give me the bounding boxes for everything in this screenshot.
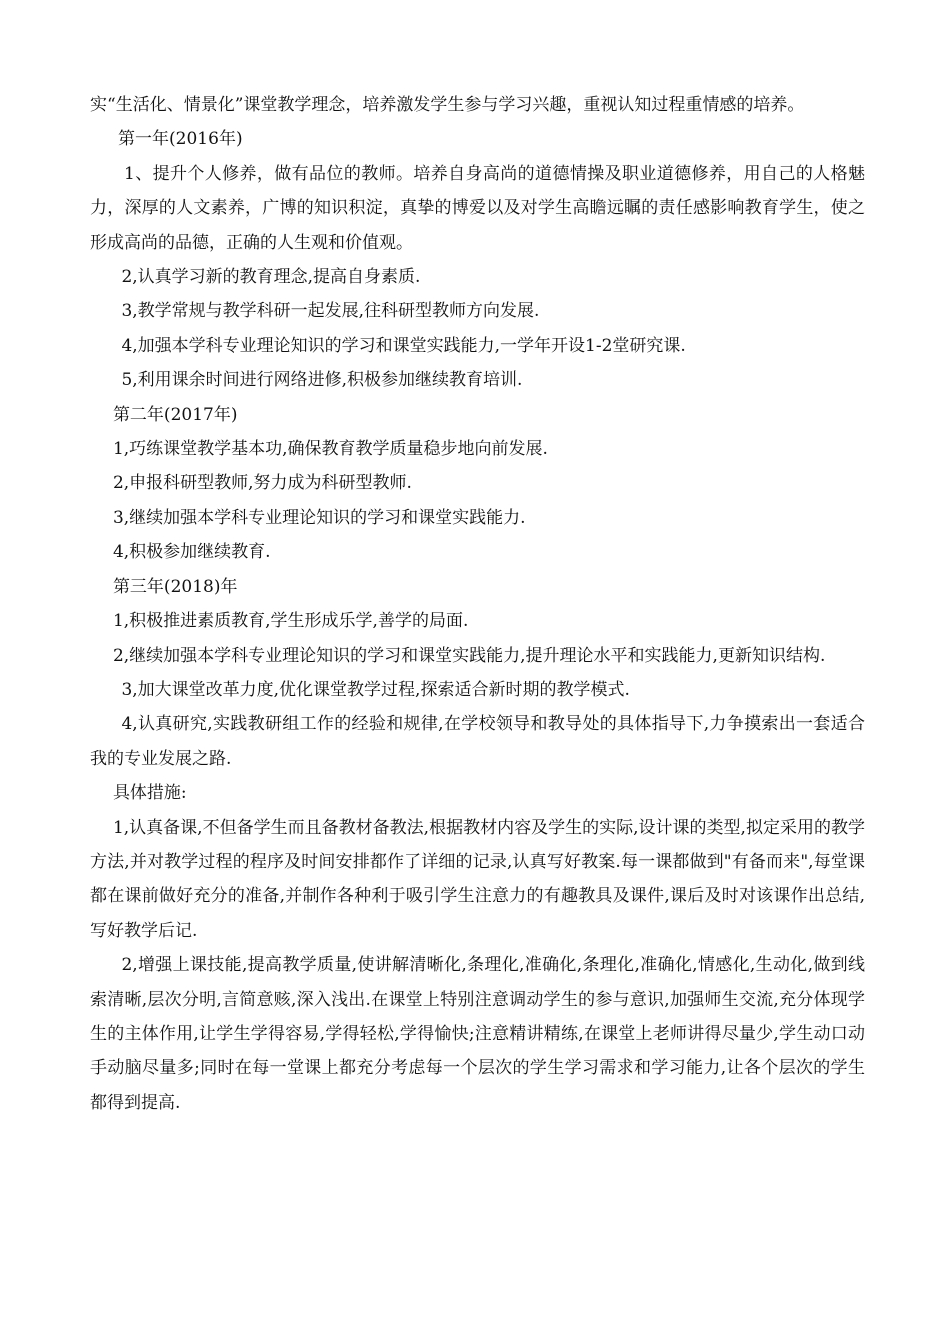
heading-measures: 具体措施: <box>112 783 187 804</box>
list-item: 5,利用课余时间进行网络进修,积极参加继续教育培训. <box>121 370 523 391</box>
heading-year-three: 第三年(2018)年 <box>112 576 238 597</box>
list-item: 3,继续加强本学科专业理论知识的学习和课堂实践能力. <box>112 507 526 528</box>
list-item: 2,增强上课技能,提高教学质量,使讲解清晰化,条理化,准确化,条理化,准确化,情感化,生动化,做到线索清晰,层次分明,言简意赅,深入浅出.在课堂上特别注意调动学生的参与意识,加强师生交流,充分体现学生的主体作用,让学生学得容易,学得轻松,学得愉快;注意精讲精练,在课堂上老师讲得尽量少,学生动口动手动脑尽量多;同时在每一堂课上都充分考虑每一个层次的学生学习需求和学习能力,让各个层次的学生都得到提高. <box>90 955 865 1113</box>
list-item: 2,认真学习新的教育理念,提高自身素质. <box>121 267 421 288</box>
document-body <box>90 88 865 1120</box>
list-item: 1,巧练课堂教学基本功,确保教育教学质量稳步地向前发展. <box>112 439 548 460</box>
heading-year-one: 第一年(2016年) <box>118 129 243 150</box>
list-item: 2,继续加强本学科专业理论知识的学习和课堂实践能力,提升理论水平和实践能力,更新知识结构. <box>112 645 826 666</box>
list-item: 4,认真研究,实践教研组工作的经验和规律,在学校领导和教导处的具体指导下,力争摸索出一套适合我的专业发展之路. <box>90 714 865 769</box>
list-item: 4,积极参加继续教育. <box>112 542 271 563</box>
list-item: 1,认真备课,不但备学生而且备教材备教法,根据教材内容及学生的实际,设计课的类型,拟定采用的教学方法,并对教学过程的程序及时间安排都作了详细的记录,认真写好教案.每一课都做到"有备而来",每堂课都在课前做好充分的准备,并制作各种利于吸引学生注意力的有趣教具及课件,课后及时对该课作出总结,写好教学后记. <box>90 817 865 941</box>
list-item: 1、提升个人修养，做有品位的教师。培养自身高尚的道德情操及职业道德修养，用自己的人格魅力，深厚的人文素养，广博的知识积淀，真挚的博爱以及对学生高瞻远瞩的责任感影响教育学生，使之形成高尚的品德，正确的人生观和价值观。 <box>90 163 865 253</box>
heading-year-two: 第二年(2017年) <box>112 404 238 425</box>
list-item: 2,申报科研型教师,努力成为科研型教师. <box>112 473 412 494</box>
list-item: 1,积极推进素质教育,学生形成乐学,善学的局面. <box>112 611 469 632</box>
list-item: 4,加强本学科专业理论知识的学习和课堂实践能力,一学年开设1-2堂研究课. <box>121 335 686 356</box>
paragraph-intro-continuation: 实“生活化、情景化”课堂教学理念，培养激发学生参与学习兴趣，重视认知过程重情感的培养。 <box>90 95 805 115</box>
list-item: 3,加大课堂改革力度,优化课堂教学过程,探索适合新时期的教学模式. <box>121 679 630 700</box>
list-item: 3,教学常规与教学科研一起发展,往科研型教师方向发展. <box>121 301 540 322</box>
